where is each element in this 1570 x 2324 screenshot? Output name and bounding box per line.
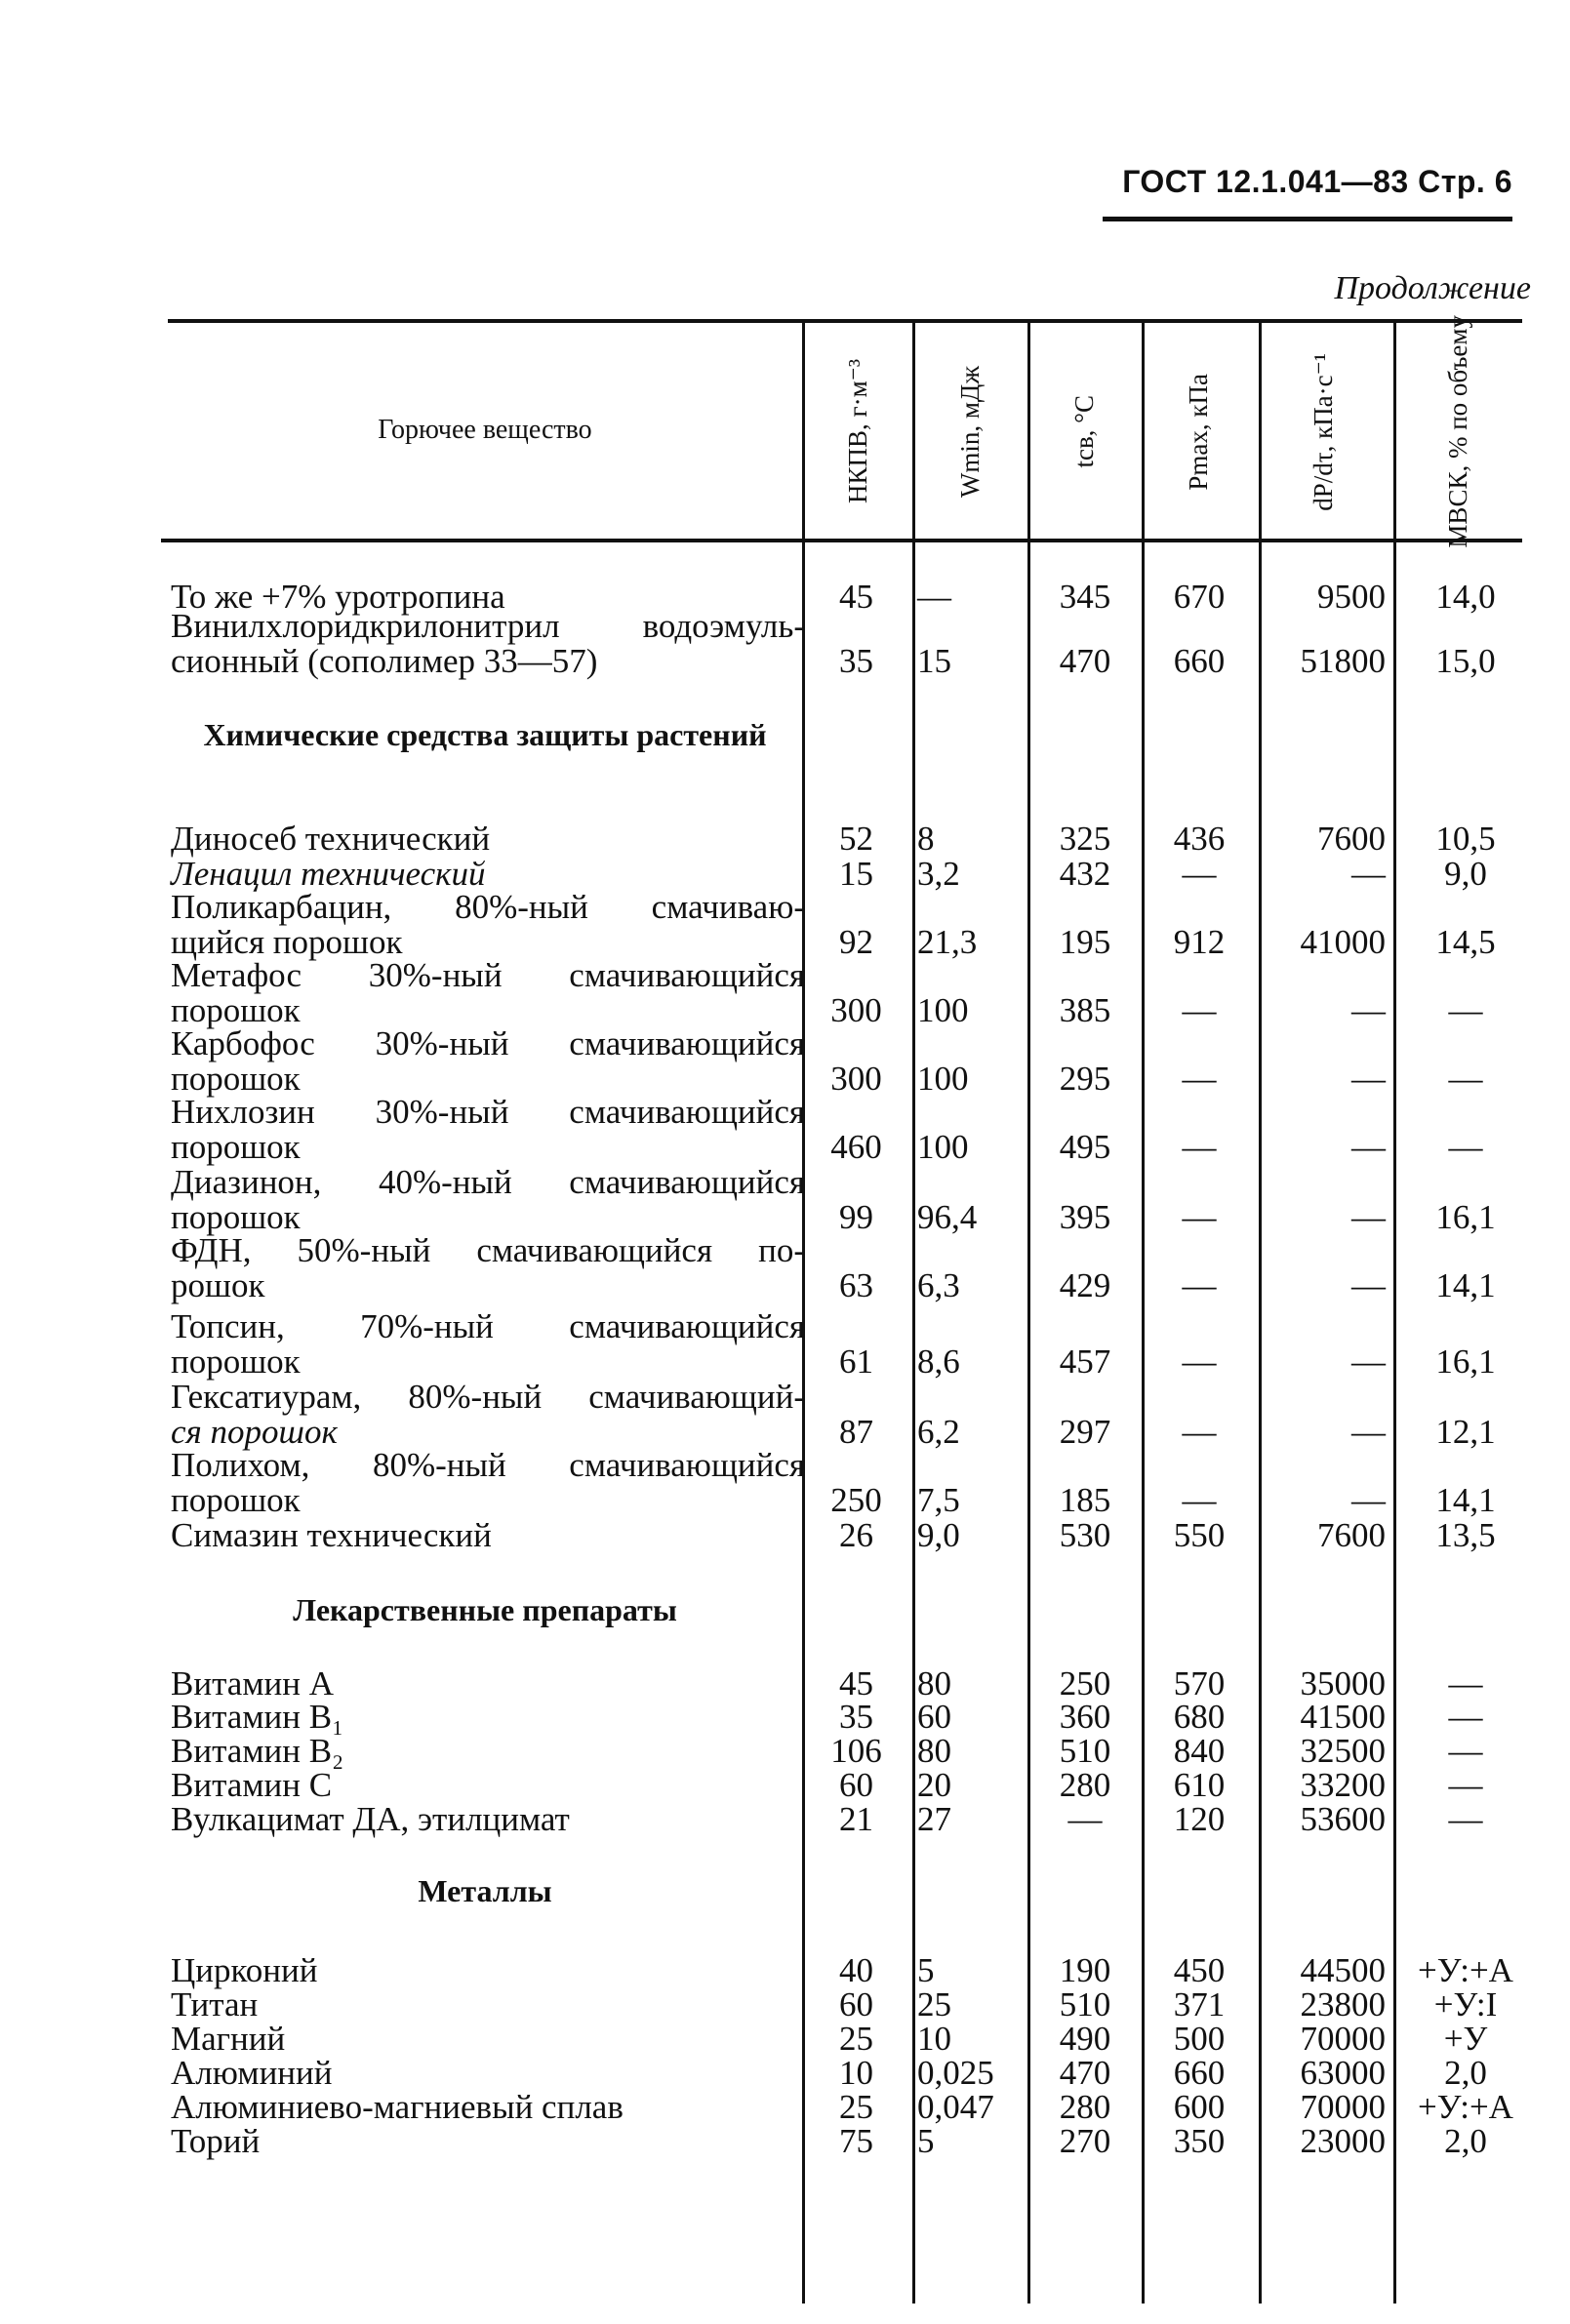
table-cell: 63000 [1300,2054,1386,2092]
table-cell: 5 [917,2122,935,2160]
row-name: Полихом, 80%-ный смачивающийся [171,1446,805,1484]
table-cell: 295 [1059,1060,1111,1098]
table-cell: — [1448,1800,1483,1838]
column-divider [1393,323,1396,2304]
table-cell: 10,5 [1435,820,1496,858]
table-cell: 500 [1173,2020,1226,2058]
table-cell: 61 [839,1342,873,1381]
table-cell: 70000 [1300,2088,1386,2126]
table-cell: 41500 [1300,1698,1386,1736]
table-cell: 7,5 [917,1481,960,1519]
table-cell: +У [1443,2020,1488,2058]
table-cell: 21 [839,1800,873,1838]
table-cell: 660 [1173,642,1226,680]
column-header-tsv: tсв, °С [1069,395,1100,468]
table-cell: — [1351,1198,1386,1236]
column-divider [912,323,915,2304]
column-divider [1027,323,1030,2304]
table-cell: 0,025 [917,2054,994,2092]
row-name: Ленацил технический [171,855,486,893]
table-cell: 14,0 [1435,578,1496,616]
table-cell: 96,4 [917,1198,978,1236]
table-cell: 840 [1173,1732,1226,1770]
table-cell: 8,6 [917,1342,960,1381]
row-name: ФДН, 50%-ный смачивающийся по- [171,1231,805,1269]
table-cell: 660 [1173,2054,1226,2092]
table-cell: +У:+А [1418,1951,1513,1989]
row-name-continued: сионный (сополимер 33—57) [171,642,598,680]
table-cell: — [1182,1413,1217,1451]
table-cell: 450 [1173,1951,1226,1989]
table-cell: 40 [839,1951,873,1989]
table-cell: 9,0 [1444,855,1487,893]
row-name-continued: порошок [171,1198,301,1236]
table-cell: 21,3 [917,923,978,961]
table-cell: 250 [830,1481,882,1519]
row-name: Диазинон, 40%-ный смачивающийся [171,1163,805,1201]
row-name: Витамин А [171,1664,334,1703]
table-cell: 23000 [1300,2122,1386,2160]
column-header-substance: Горючее вещество [378,415,592,445]
row-name-continued: порошок [171,1128,301,1166]
table-cell: 432 [1059,855,1111,893]
table-cell: — [1448,1664,1483,1703]
row-name: Титан [171,1985,259,2023]
table-cell: 3,2 [917,855,960,893]
table-cell: 570 [1173,1664,1226,1703]
row-name-continued: порошок [171,991,301,1029]
row-name: Витамин С [171,1766,333,1804]
table-cell: 195 [1059,923,1111,961]
table-cell: +У:I [1433,1985,1498,2023]
table-cell: 33200 [1300,1766,1386,1804]
table-cell: 8 [917,820,935,858]
table-cell: — [1182,991,1217,1029]
table-cell: 60 [839,1985,873,2023]
row-name: Винилхлоридкрилонитрил водоэмуль- [171,607,805,645]
table-cell: 325 [1059,820,1111,858]
table-cell: 53600 [1300,1800,1386,1838]
table-cell: 510 [1059,1985,1111,2023]
table-cell: — [1182,1266,1217,1304]
table-cell: 5 [917,1951,935,1989]
table-cell: — [1448,1766,1483,1804]
row-name: Вулкацимат ДА, этилцимат [171,1800,570,1838]
row-name: Торий [171,2122,261,2160]
table-cell: 80 [917,1664,951,1703]
table-cell: 9500 [1317,578,1386,616]
table-cell: 670 [1173,578,1226,616]
continuation-label: Продолжение [1334,270,1531,306]
table-cell: 345 [1059,578,1111,616]
table-cell: 14,5 [1435,923,1496,961]
table-cell: — [1182,1198,1217,1236]
column-divider [1259,323,1262,2304]
table-cell: 106 [830,1732,882,1770]
column-divider [1142,323,1145,2304]
table-cell: 10 [839,2054,873,2092]
table-cell: 470 [1059,642,1111,680]
table-cell: 460 [830,1128,882,1166]
table-cell: 20 [917,1766,951,1804]
table-cell: — [1448,1060,1483,1098]
table-cell: 60 [839,1766,873,1804]
table-cell: 15 [917,642,951,680]
table-cell: 16,1 [1435,1342,1496,1381]
table-cell: — [1448,1732,1483,1770]
table-cell: 510 [1059,1732,1111,1770]
table-cell: 75 [839,2122,873,2160]
table-cell: — [1182,1060,1217,1098]
table-cell: 371 [1173,1985,1226,2023]
row-name-continued: порошок [171,1481,301,1519]
table-cell: 12,1 [1435,1413,1496,1451]
table-cell: 250 [1059,1664,1111,1703]
table-cell: 7600 [1317,1516,1386,1554]
table-cell: 10 [917,2020,951,2058]
row-name: Алюминий [171,2054,333,2092]
table-cell: 35000 [1300,1664,1386,1703]
table-cell: 13,5 [1435,1516,1496,1554]
row-name-continued: ся порошок [171,1413,338,1451]
table-cell: 99 [839,1198,873,1236]
table-cell: 680 [1173,1698,1226,1736]
table-cell: 530 [1059,1516,1111,1554]
table-cell: 436 [1173,820,1226,858]
row-name: Гексатиурам, 80%-ный смачивающий- [171,1378,805,1416]
table-header-rule [161,539,1522,542]
row-name-continued: щийся порошок [171,923,403,961]
table-cell: 600 [1173,2088,1226,2126]
table-cell: 16,1 [1435,1198,1496,1236]
row-name-continued: порошок [171,1060,301,1098]
table-cell: — [1182,1128,1217,1166]
table-cell: 912 [1173,923,1226,961]
table-cell: 27 [917,1800,951,1838]
table-cell: 190 [1059,1951,1111,1989]
table-cell: — [1351,855,1386,893]
row-name: Метафос 30%-ный смачивающийся [171,956,805,994]
table-cell: 15,0 [1435,642,1496,680]
row-name: Симазин технический [171,1516,492,1554]
section-heading: Металлы [418,1873,552,1908]
table-cell: 470 [1059,2054,1111,2092]
row-name: Витамин B₁ [171,1698,344,1736]
table-top-rule [168,319,1522,323]
table-cell: 490 [1059,2020,1111,2058]
table-cell: 0,047 [917,2088,994,2126]
row-name: Топсин, 70%-ный смачивающийся [171,1307,805,1345]
row-name: Диносеб технический [171,820,491,858]
table-cell: 429 [1059,1266,1111,1304]
page-header: ГОСТ 12.1.041—83 Стр. 6 [1122,164,1512,199]
header-rule [1103,217,1512,221]
table-cell: — [1351,991,1386,1029]
table-cell: 9,0 [917,1516,960,1554]
table-cell: 100 [917,1060,969,1098]
table-cell: — [917,578,951,616]
table-cell: 120 [1173,1800,1226,1838]
table-cell: 25 [839,2088,873,2126]
table-cell: 25 [839,2020,873,2058]
table-cell: — [1351,1481,1386,1519]
table-cell: — [1448,1128,1483,1166]
table-cell: 23800 [1300,1985,1386,2023]
table-cell: — [1351,1266,1386,1304]
table-cell: 270 [1059,2122,1111,2160]
section-heading: Химические средства защиты растений [203,717,767,752]
table-cell: 495 [1059,1128,1111,1166]
column-header-mvsk: МВСК, % по объему [1443,315,1473,548]
table-cell: 6,2 [917,1413,960,1451]
table-cell: 41000 [1300,923,1386,961]
column-header-dpdt: dP/dτ, кПа·с⁻¹ [1308,352,1339,511]
table-cell: 52 [839,820,873,858]
table-cell: 395 [1059,1198,1111,1236]
table-cell: 7600 [1317,820,1386,858]
row-name: Цирконий [171,1951,318,1989]
table-cell: — [1182,1342,1217,1381]
column-header-wmin: Wmin, мДж [955,365,986,499]
table-cell: 70000 [1300,2020,1386,2058]
table-cell: — [1351,1128,1386,1166]
table-cell: 457 [1059,1342,1111,1381]
table-cell: 280 [1059,2088,1111,2126]
table-cell: 610 [1173,1766,1226,1804]
table-cell: 385 [1059,991,1111,1029]
column-header-nkpv: НКПВ, г·м⁻³ [843,359,873,504]
table-cell: 44500 [1300,1951,1386,1989]
table-cell: 14,1 [1435,1481,1496,1519]
row-name: Поликарбацин, 80%-ный смачиваю- [171,888,805,926]
table-cell: 60 [917,1698,951,1736]
row-name: Нихлозин 30%-ный смачивающийся [171,1093,805,1131]
table-cell: — [1067,1800,1103,1838]
row-name: Витамин B₂ [171,1732,344,1770]
table-cell: — [1351,1342,1386,1381]
table-cell: 185 [1059,1481,1111,1519]
table-cell: 51800 [1300,642,1386,680]
table-cell: 35 [839,1698,873,1736]
table-cell: 100 [917,991,969,1029]
table-cell: 35 [839,642,873,680]
table-cell: 26 [839,1516,873,1554]
table-cell: 300 [830,1060,882,1098]
table-cell: 350 [1173,2122,1226,2160]
table-cell: 297 [1059,1413,1111,1451]
table-cell: 63 [839,1266,873,1304]
table-cell: 360 [1059,1698,1111,1736]
table-cell: 280 [1059,1766,1111,1804]
table-cell: — [1182,1481,1217,1519]
table-cell: +У:+А [1418,2088,1513,2126]
section-heading: Лекарственные препараты [293,1592,677,1627]
row-name: Алюминиево-магниевый сплав [171,2088,624,2126]
table-cell: 80 [917,1732,951,1770]
table-cell: 300 [830,991,882,1029]
table-cell: 25 [917,1985,951,2023]
table-cell: 92 [839,923,873,961]
table-cell: — [1448,991,1483,1029]
table-cell: 45 [839,1664,873,1703]
table-cell: 6,3 [917,1266,960,1304]
table-cell: 32500 [1300,1732,1386,1770]
table-cell: 100 [917,1128,969,1166]
table-cell: 2,0 [1444,2122,1487,2160]
table-cell: — [1351,1060,1386,1098]
table-cell: — [1448,1698,1483,1736]
table-cell: 2,0 [1444,2054,1487,2092]
table-cell: — [1351,1413,1386,1451]
table-cell: 14,1 [1435,1266,1496,1304]
row-name: Магний [171,2020,286,2058]
table-cell: 45 [839,578,873,616]
table-cell: 87 [839,1413,873,1451]
row-name: То же +7% уротропина [171,578,505,616]
row-name: Карбофос 30%-ный смачивающийся [171,1024,805,1062]
table-cell: 15 [839,855,873,893]
column-header-pmax: Pmax, кПа [1184,373,1214,491]
row-name-continued: рошок [171,1266,265,1304]
table-cell: — [1182,855,1217,893]
row-name-continued: порошок [171,1342,301,1381]
table-cell: 550 [1173,1516,1226,1554]
